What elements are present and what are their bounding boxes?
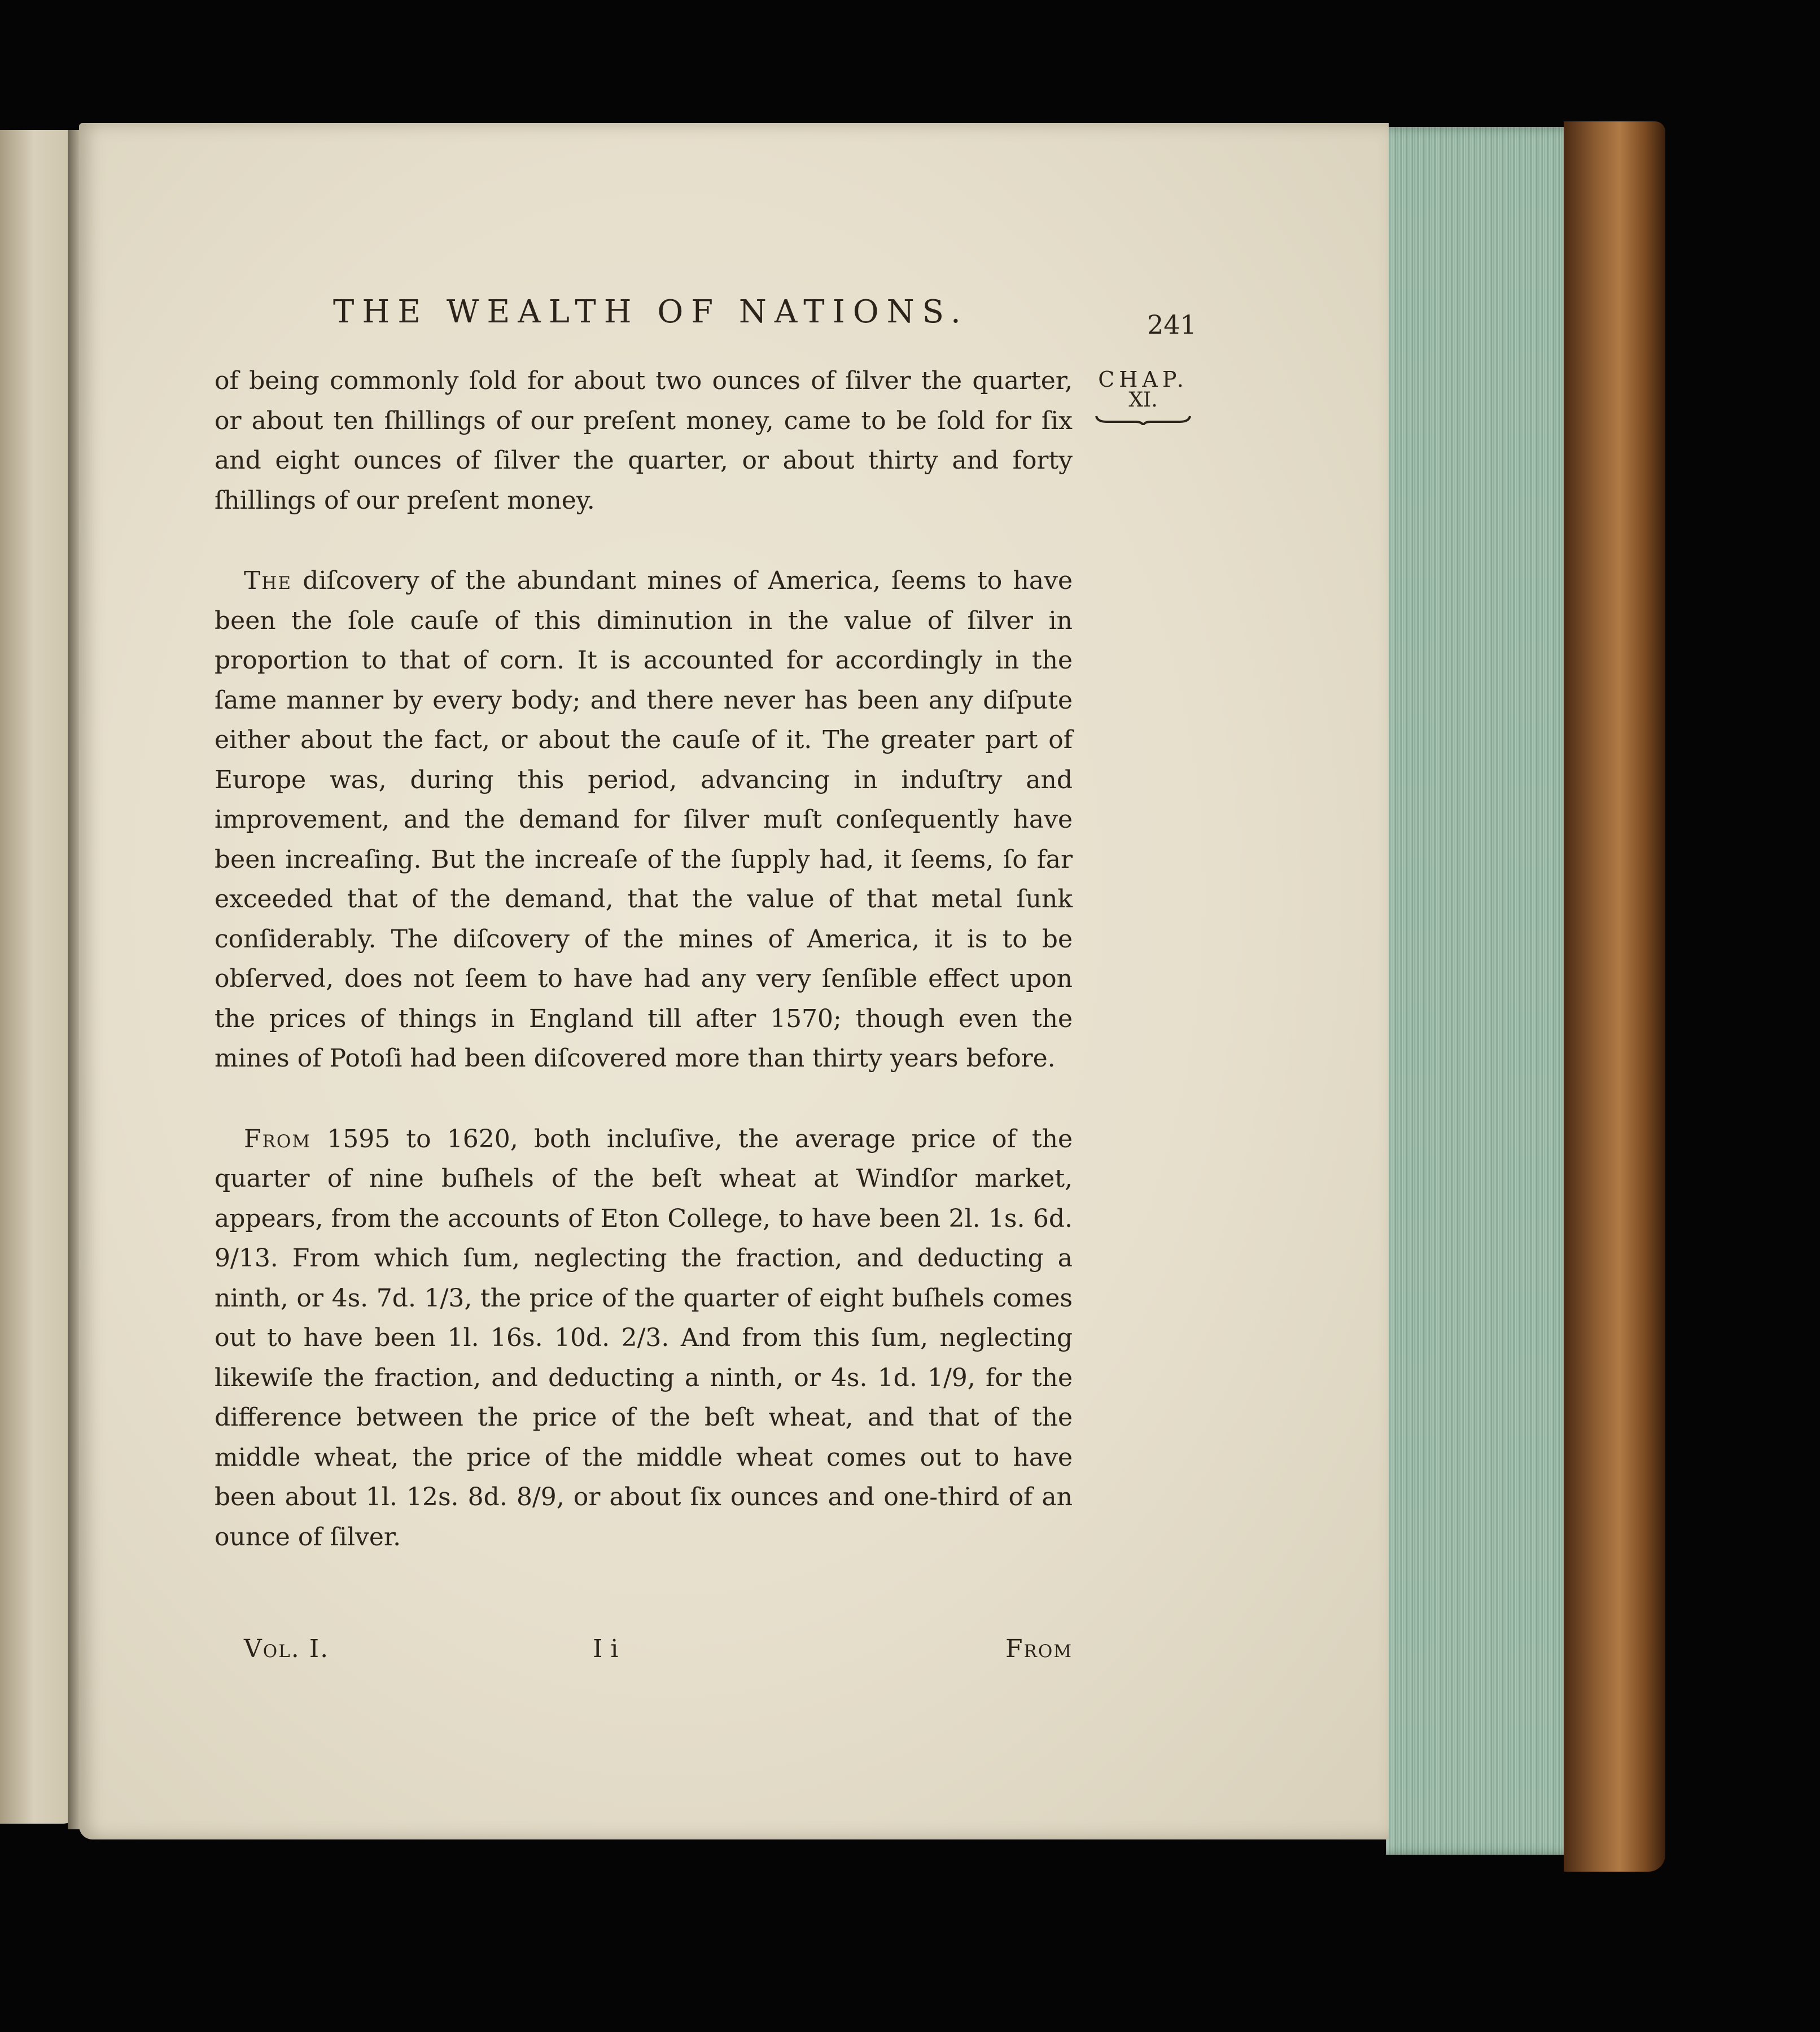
leather-cover — [1564, 121, 1665, 1872]
paragraph-3-text: 1595 to 1620, both incluſive, the average price of the quarter of nine buſhels of the beſt wheat at Windſor market, appears, from the accounts of Eton College, to have been 2l. 1s. 6d. 9/13. From which ſum, neglecting the fraction, and deducting a ninth, or 4s. 7d. 1/3, the price of the quarter of eight buſhels comes out to have been 1l. 16s. 10d. 2/3. And from this ſum, neglecting likewiſe the fraction, and deducting a ninth, or 4s. 1d. 1/9, for the difference between the price of the beſt wheat, and that of the middle wheat, the price of the middle wheat comes out to have been about 1l. 12s. 8d. 8/9, or about ſix ounces and one-third of an ounce of ſilver. — [215, 1124, 1073, 1552]
paragraph-2-text: diſcovery of the abundant mines of America, ſeems to have been the ſole cauſe of this diminution in the value of ſilver in proportion to that of corn. It is accounted for accordingly in the ſame manner by every body; and there never has been any diſpute either about the fact, or about the cauſe of it. The greater part of Europe was, during this period, advancing in induſtry and improvement, and the demand for ſilver muſt conſequently have been increaſing. But the increaſe of the ſupply had, it ſeems, ſo far exceeded that of the demand, that the value of that metal ſunk conſiderably. The diſcovery of the mines of America, it is to be obſerved, does not ſeem to have had any very ſenſible effect upon the prices of things in England till after 1570; though even the mines of Potoſi had been diſcovered more than thirty years before. — [215, 566, 1073, 1073]
paragraph-1 — [215, 361, 1073, 521]
page-number: 241 — [1147, 309, 1197, 340]
running-head: THE WEALTH OF NATIONS. — [333, 294, 969, 330]
volume-label: Vol. I. — [244, 1635, 330, 1663]
brace-ornament-icon — [1095, 413, 1191, 425]
signature-mark: I i — [593, 1635, 619, 1663]
chapter-label: CHAP. — [1098, 367, 1188, 392]
chapter-numeral: XI. — [1128, 388, 1158, 412]
body-text — [215, 361, 1073, 1598]
paragraph-2-lead: The — [244, 566, 292, 595]
catchword: From — [1005, 1635, 1073, 1663]
paragraph-2 — [215, 561, 1073, 1079]
paragraph-3-lead: From — [244, 1124, 312, 1153]
paragraph-3 — [215, 1120, 1073, 1558]
chapter-margin-note — [1087, 367, 1200, 425]
page-block-edges — [1386, 127, 1575, 1855]
paragraph-1-text: of being commonly ſold for about two ounces of ſilver the quarter, or about ten ſhillings of our preſent money, came to be ſold for ſix and eight ounces of ſilver the quarter, or about thirty and forty ſhillings of our preſent money. — [215, 366, 1073, 515]
